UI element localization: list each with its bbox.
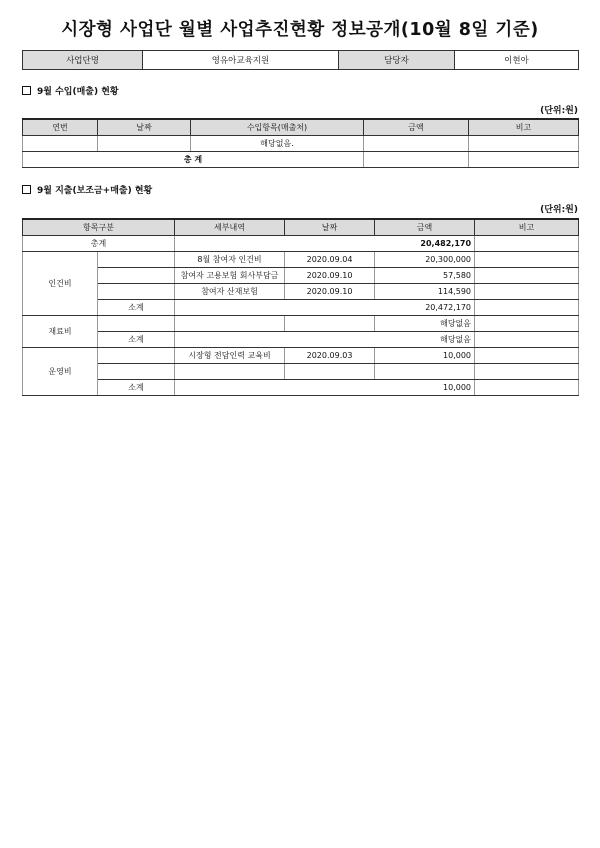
table-row [23, 364, 579, 380]
materials-subtotal-row [23, 332, 579, 348]
income-header-note: 비고 [469, 119, 579, 136]
income-header-amount: 금액 [364, 119, 469, 136]
table-row: 인건비 8월 참여자 인건비 2020.09.04 20,300,000 [23, 252, 579, 268]
expense-header-amount: 금액 [375, 219, 475, 236]
table-row: 참여자 고용보험 회사부담금 2020.09.10 57,580 [23, 268, 579, 284]
operating-subtotal-row [23, 380, 579, 396]
grand-total-row [23, 236, 579, 252]
materials-category: 재료비 [23, 316, 98, 348]
manager-label: 담당자 [339, 51, 455, 70]
income-header-date: 날짜 [98, 119, 191, 136]
checkbox-square-icon [22, 185, 31, 194]
table-row [23, 136, 579, 152]
checkbox-square-icon [22, 86, 31, 95]
table-row: 재료비 해당없음 [23, 316, 579, 332]
table-row: 참여자 산재보험 2020.09.10 114,590 [23, 284, 579, 300]
expense-header-date: 날짜 [285, 219, 375, 236]
personnel-subtotal-row [23, 300, 579, 316]
income-none-cell: 해당없음. [191, 136, 364, 152]
materials-subtotal-value: 해당없음 [175, 332, 475, 348]
expense-header-category: 항목구분 [23, 219, 175, 236]
grand-total-label: 총계 [23, 236, 175, 252]
income-table [22, 118, 579, 168]
business-info-table [22, 50, 579, 70]
materials-subtotal-label: 소계 [98, 332, 175, 348]
income-header-item: 수입항목(매출처) [191, 119, 364, 136]
business-name-label: 사업단명 [23, 51, 143, 70]
expense-section-heading: 9월 지출(보조금+매출) 현황 [22, 183, 152, 196]
income-total-label: 총 계 [23, 152, 364, 168]
operating-category: 운영비 [23, 348, 98, 396]
personnel-category: 인건비 [23, 252, 98, 316]
personnel-subtotal-value: 20,472,170 [175, 300, 475, 316]
expense-header-detail: 세부내역 [175, 219, 285, 236]
income-total-row [23, 152, 579, 168]
personnel-subtotal-label: 소계 [98, 300, 175, 316]
table-row: 운영비 시장형 전담인력 교육비 2020.09.03 10,000 [23, 348, 579, 364]
grand-total-value: 20,482,170 [175, 236, 475, 252]
manager-value: 이현아 [455, 51, 579, 70]
expense-unit: (단위:원) [540, 205, 578, 215]
expense-header-note: 비고 [475, 219, 579, 236]
income-unit: (단위:원) [540, 106, 578, 116]
income-section-heading: 9월 수입(매출) 현황 [22, 84, 119, 97]
income-header-no: 연번 [23, 119, 98, 136]
business-name-value: 영유아교육지원 [143, 51, 339, 70]
expense-table [22, 218, 579, 396]
operating-subtotal-value: 10,000 [175, 380, 475, 396]
page-title: 시장형 사업단 월별 사업추진현황 정보공개(10월 8일 기준) [61, 20, 539, 40]
operating-subtotal-label: 소계 [98, 380, 175, 396]
